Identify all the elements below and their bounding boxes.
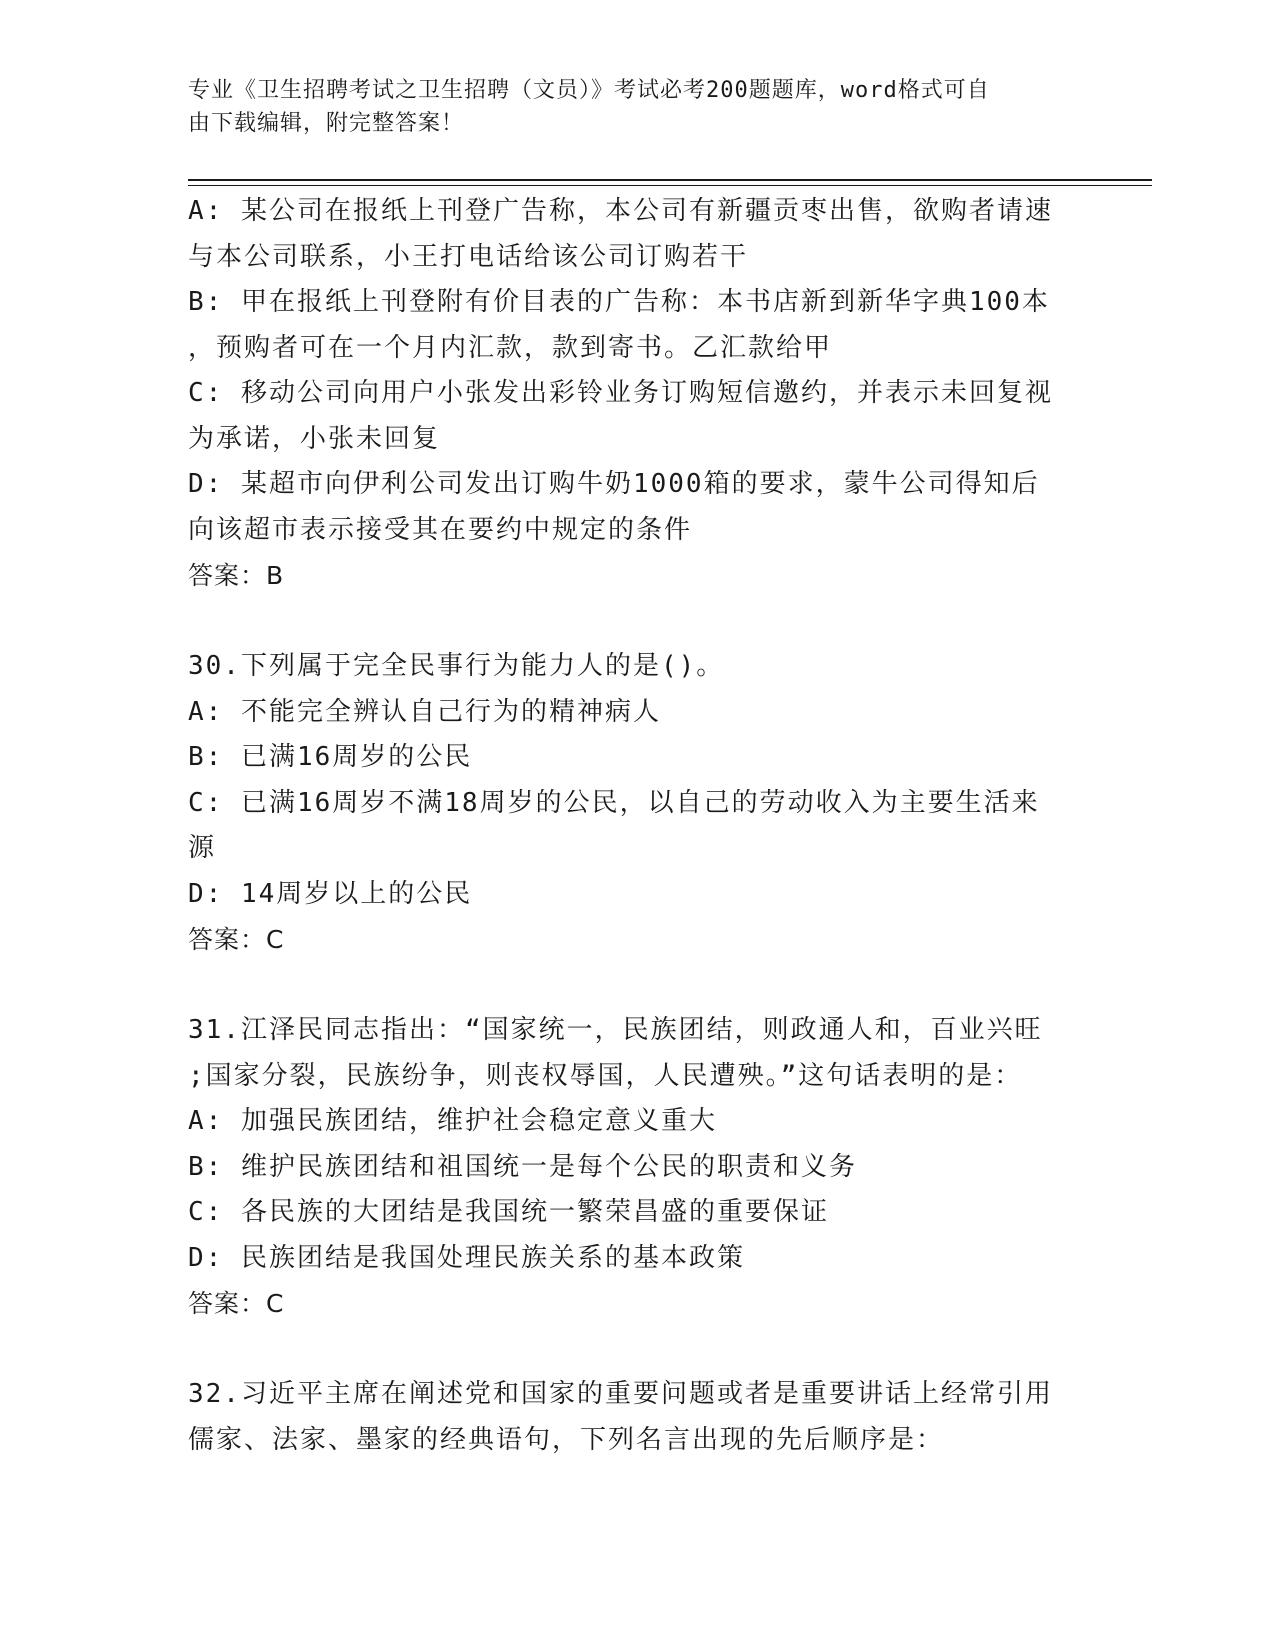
q31-option-a: A: 加强民族团结，维护社会稳定意义重大 [188,1106,717,1136]
question-32-block [188,1372,1068,1463]
document-body [188,189,1068,1463]
q29-option-a-line-1: A: 某公司在报纸上刊登广告称，本公司有新疆贡枣出售，欲购者请速 [188,196,1053,226]
q31-option-c: C: 各民族的大团结是我国统一繁荣昌盛的重要保证 [188,1197,829,1227]
q30-question: 30.下列属于完全民事行为能力人的是()。 [188,651,725,681]
header-divider-thin [188,185,1152,186]
header-line-1: 专业《卫生招聘考试之卫生招聘（文员）》考试必考200题题库，word格式可自 [188,78,990,103]
question-31-block [188,1008,1068,1327]
q30-option-a: A: 不能完全辨认自己行为的精神病人 [188,696,661,727]
q30-option-c-line-2: 源 [188,833,217,863]
header-divider-thick [188,179,1152,181]
spacer [188,1327,1068,1373]
q29-option-c-line-2: 为承诺，小张未回复 [188,423,441,454]
q30-answer: 答案：C [188,925,285,954]
page-header [188,74,1068,140]
q29-option-c-line-1: C: 移动公司向用户小张发出彩铃业务订购短信邀约，并表示未回复视 [188,378,1053,408]
q32-question-line-1: 32.习近平主席在阐述党和国家的重要问题或者是重要讲话上经常引用 [188,1379,1053,1409]
q30-option-c-line-1: C: 已满16周岁不满18周岁的公民，以自己的劳动收入为主要生活来 [188,787,1040,818]
question-29-block [188,189,1068,599]
q31-question-line-1: 31.江泽民同志指出：“国家统一，民族团结，则政通人和，百业兴旺 [188,1015,1043,1045]
question-30-block [188,644,1068,963]
q31-question-line-2: ;国家分裂，民族纷争，则丧权辱国，人民遭殃。”这句话表明的是： [188,1060,1023,1091]
q31-answer: 答案：C [188,1289,285,1318]
q29-option-a-line-2: 与本公司联系，小王打电话给该公司订购若干 [188,241,749,272]
q31-option-d: D: 民族团结是我国处理民族关系的基本政策 [188,1242,745,1273]
q32-question-line-2: 儒家、法家、墨家的经典语句，下列名言出现的先后顺序是： [188,1424,945,1455]
spacer [188,963,1068,1009]
header-line-2: 由下载编辑，附完整答案！ [188,111,465,136]
q29-option-d-line-2: 向该超市表示接受其在要约中规定的条件 [188,514,693,545]
q30-option-b: B: 已满16周岁的公民 [188,742,473,772]
q29-answer: 答案：B [188,561,285,590]
q29-option-b-line-2: ，预购者可在一个月内汇款，款到寄书。乙汇款给甲 [188,332,833,363]
q29-option-b-line-1: B: 甲在报纸上刊登附有价目表的广告称：本书店新到新华字典100本 [188,287,1050,317]
q29-option-d-line-1: D: 某超市向伊利公司发出订购牛奶1000箱的要求，蒙牛公司得知后 [188,469,1040,499]
q31-option-b: B: 维护民族团结和祖国统一是每个公民的职责和义务 [188,1151,857,1182]
spacer [188,599,1068,645]
q30-option-d: D: 14周岁以上的公民 [188,878,473,909]
